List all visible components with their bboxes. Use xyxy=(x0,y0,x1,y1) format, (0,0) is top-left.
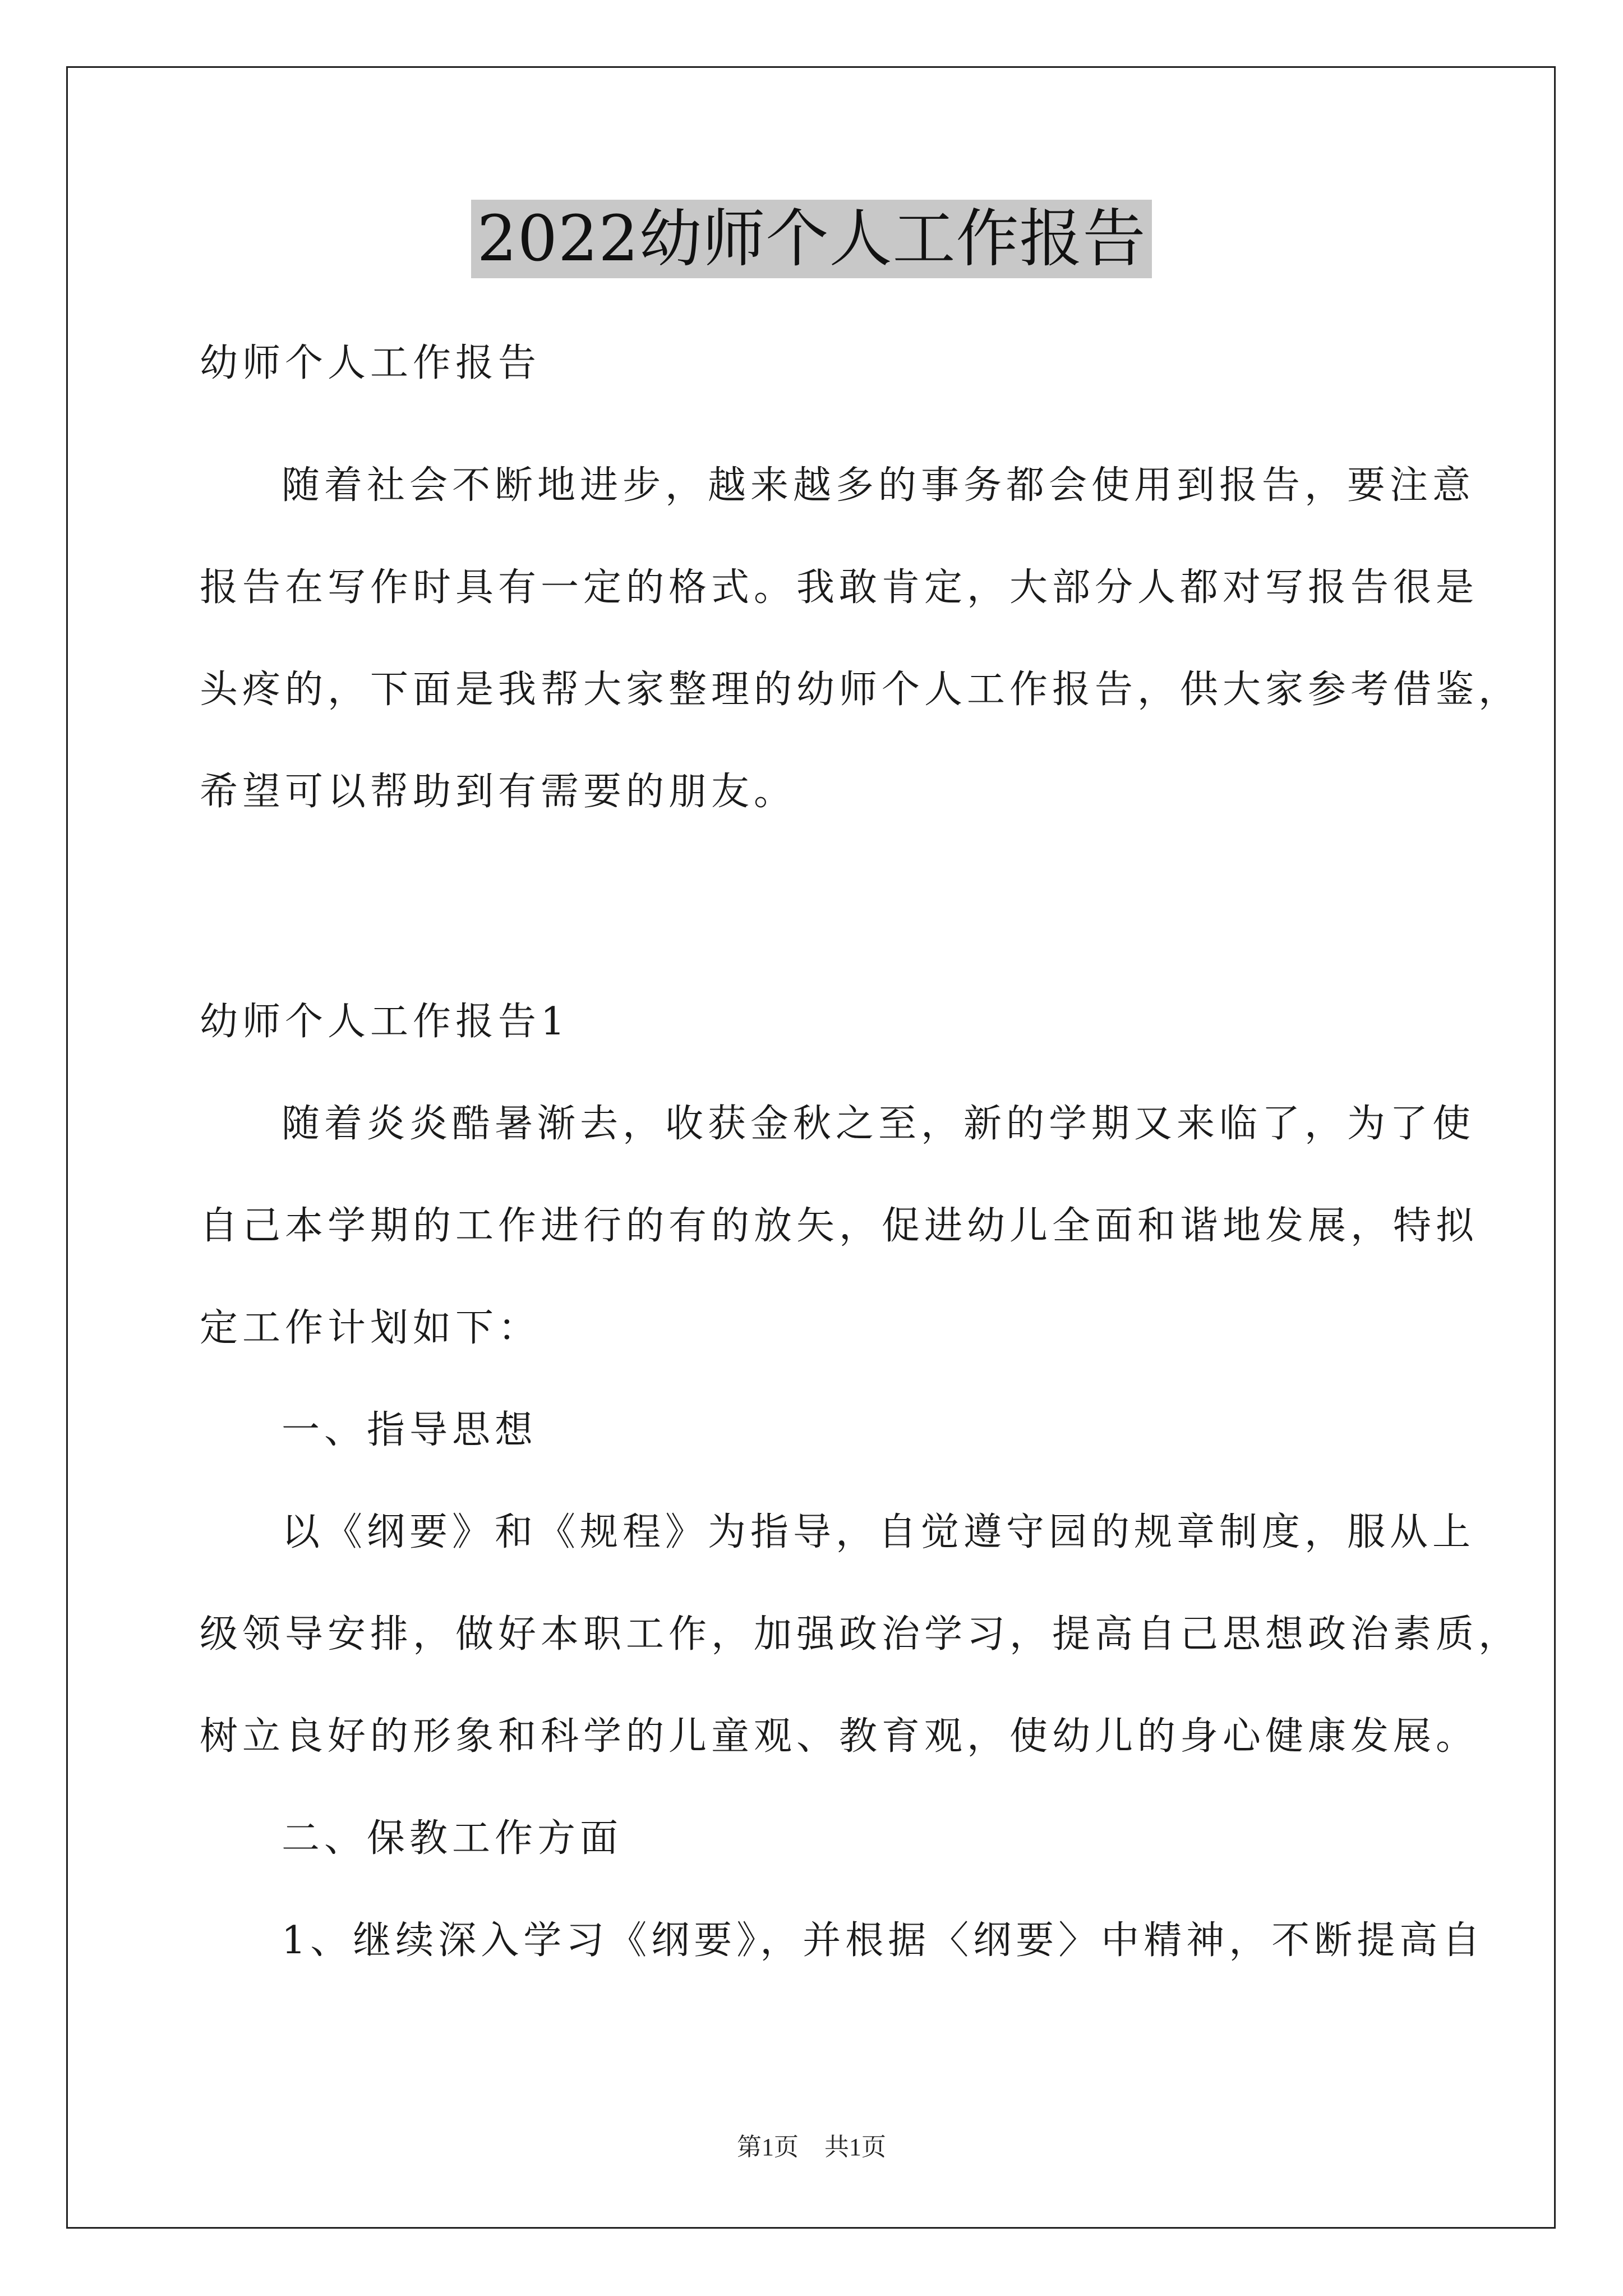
paragraph-line: 随着社会不断地进步，越来越多的事务都会使用到报告，要注意 xyxy=(282,463,1476,508)
paragraph-line: 随着炎炎酷暑渐去，收获金秋之至，新的学期又来临了，为了使 xyxy=(282,1102,1476,1146)
paragraph-line: 自己本学期的工作进行的有的放矢，促进幼儿全面和谐地发展，特拟 xyxy=(200,1204,1479,1248)
page-number: 第1页 xyxy=(737,2133,799,2161)
page-footer xyxy=(0,2132,1623,2163)
paragraph-line: 树立良好的形象和科学的儿童观、教育观，使幼儿的身心健康发展。 xyxy=(200,1714,1479,1759)
paragraph-line: 头疼的，下面是我帮大家整理的幼师个人工作报告，供大家参考借鉴， xyxy=(200,668,1521,712)
subheading: 二、保教工作方面 xyxy=(282,1816,623,1861)
paragraph-line: 报告在写作时具有一定的格式。我敢肯定，大部分人都对写报告很是 xyxy=(200,565,1479,610)
paragraph-line: 希望可以帮助到有需要的朋友。 xyxy=(200,770,797,814)
paragraph-line: 以《纲要》和《规程》为指导，自觉遵守园的规章制度，服从上 xyxy=(282,1510,1476,1554)
section-heading: 幼师个人工作报告1 xyxy=(200,1000,570,1044)
section-heading: 幼师个人工作报告 xyxy=(200,341,541,385)
paragraph-line: 级领导安排，做好本职工作，加强政治学习，提高自己思想政治素质， xyxy=(200,1612,1521,1657)
paragraph-line: 1、继续深入学习《纲要》，并根据〈纲要〉中精神，不断提高自 xyxy=(282,1918,1485,1963)
page-border xyxy=(66,66,1556,2229)
page-total: 共1页 xyxy=(824,2133,886,2161)
document-title: 2022幼师个人工作报告 xyxy=(471,200,1151,278)
subheading: 一、指导思想 xyxy=(282,1408,538,1452)
paragraph-line: 定工作计划如下： xyxy=(200,1306,541,1350)
title-container xyxy=(0,200,1623,278)
